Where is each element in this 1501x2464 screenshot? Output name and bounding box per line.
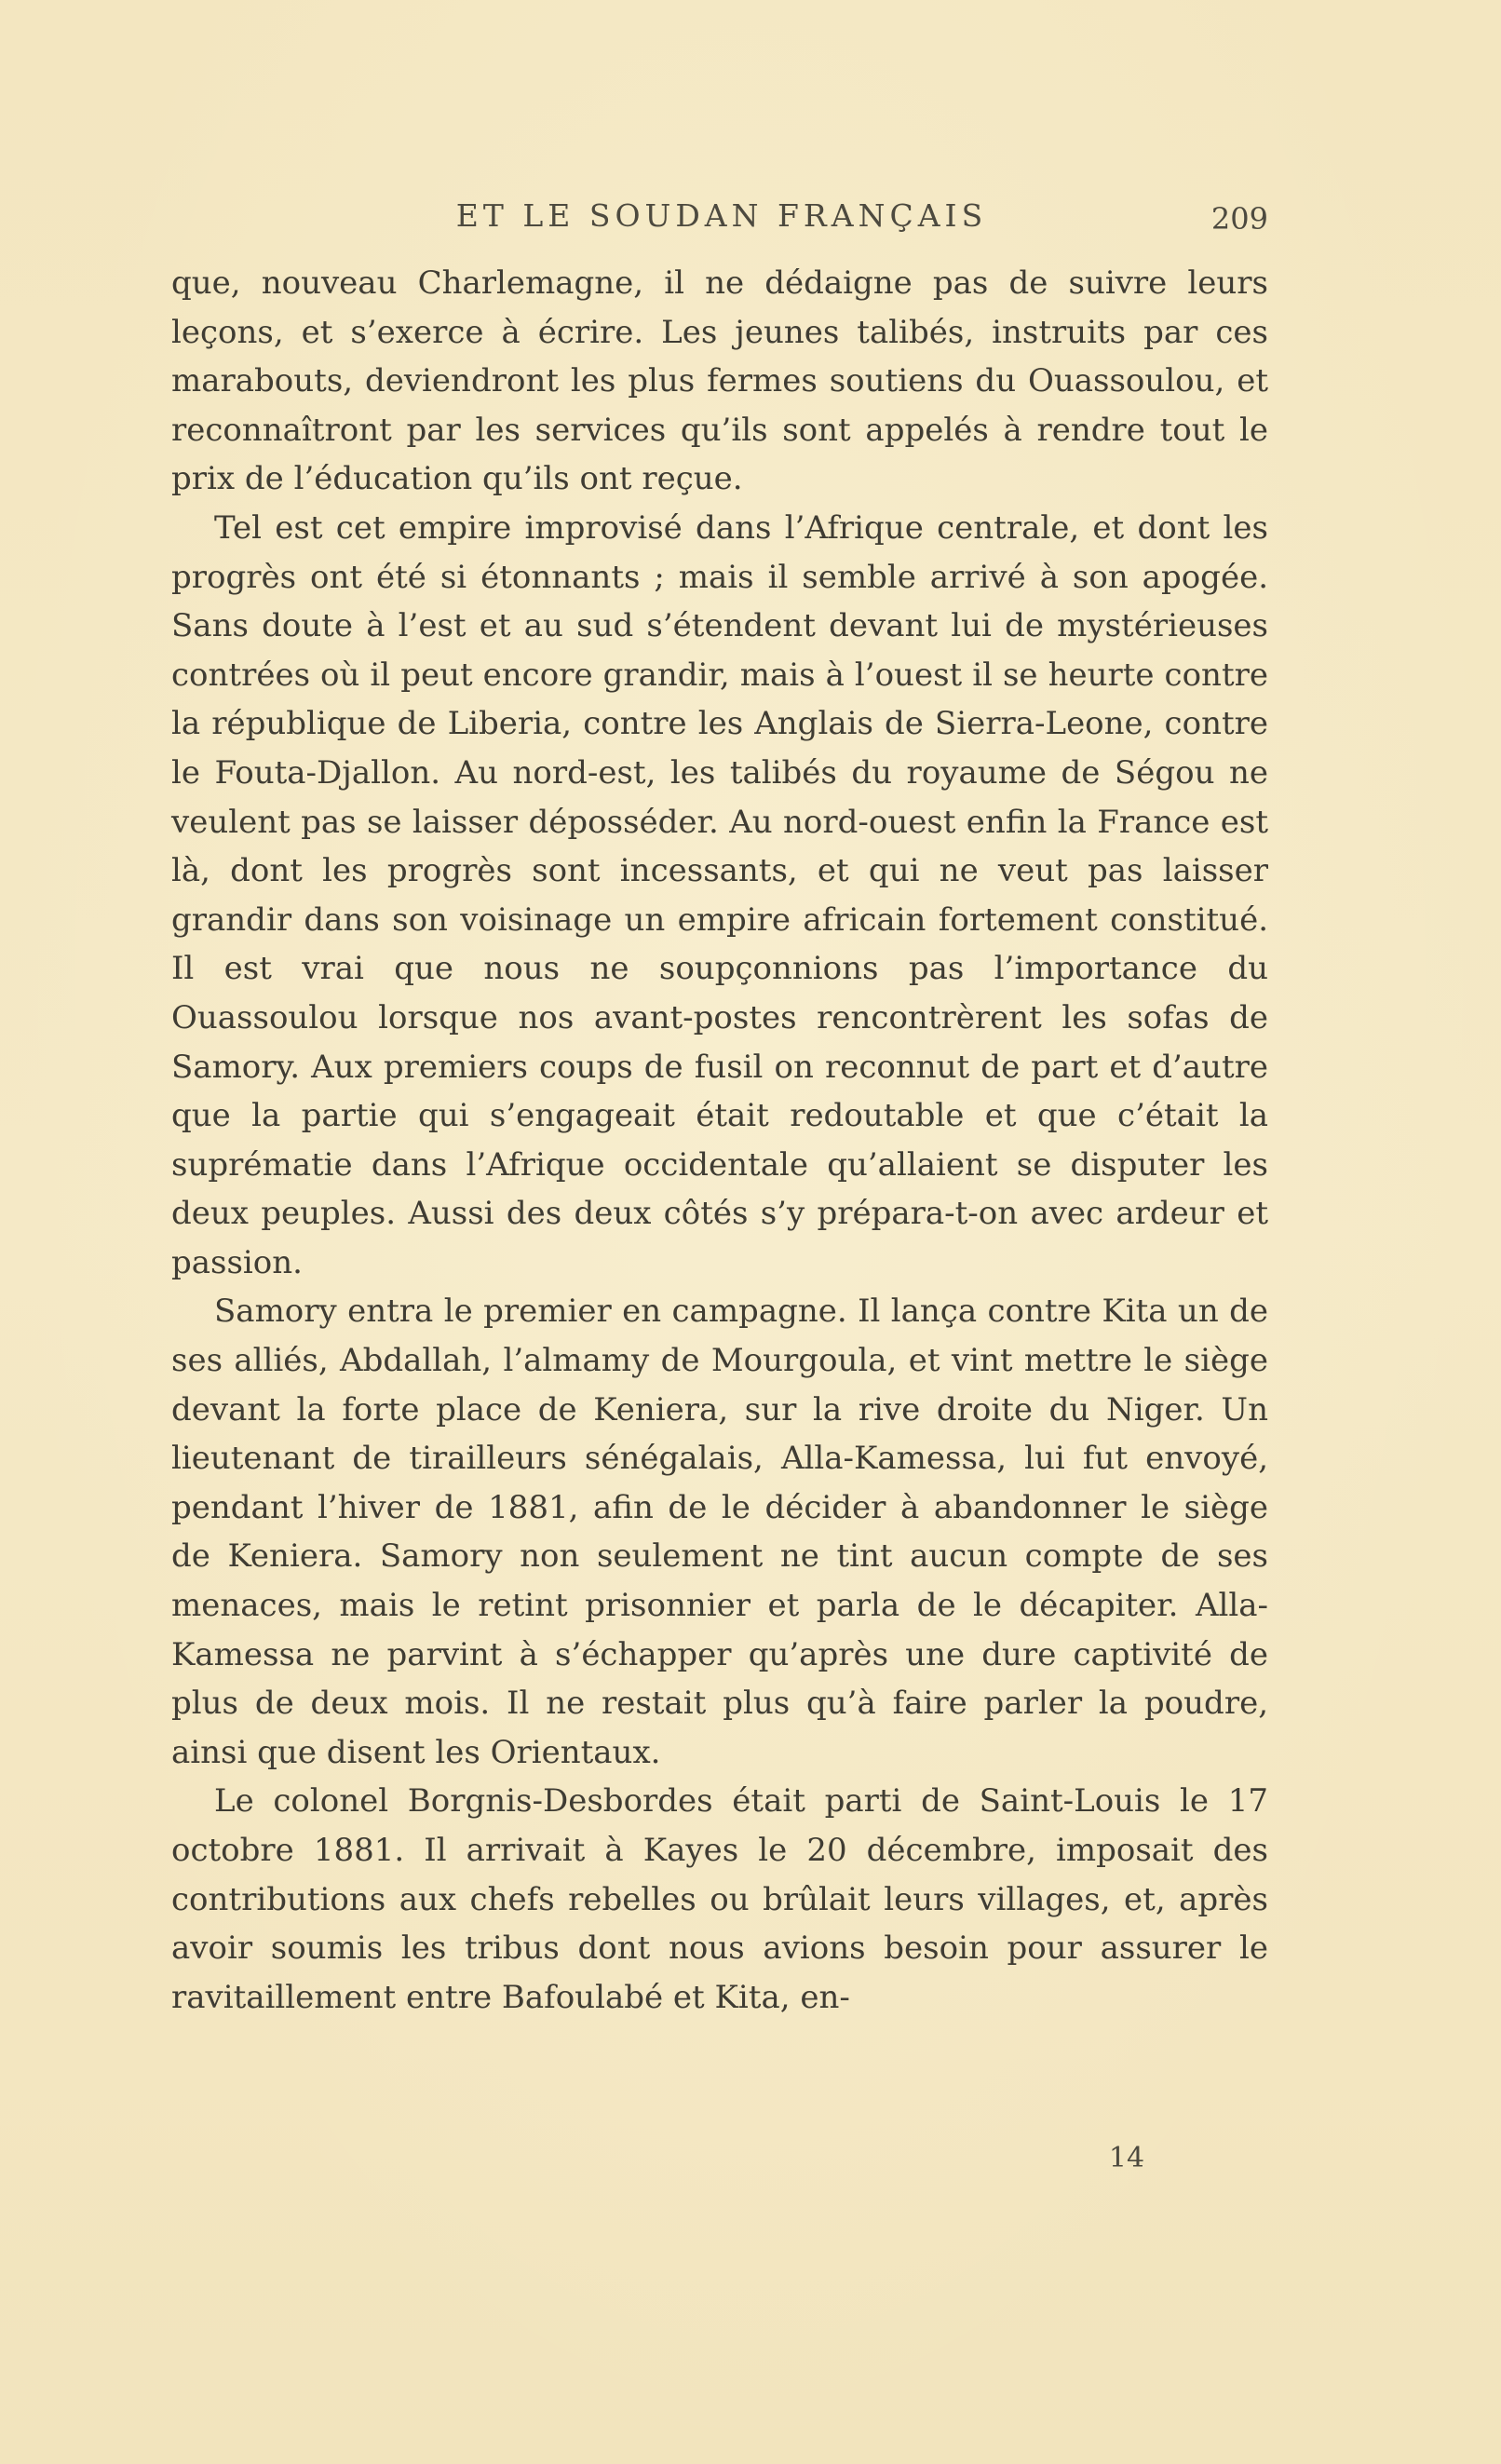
paragraph-samory-campaign: Samory entra le premier en campagne. Il lança contre Kita un de ses alliés, Abdallah, l’almamy de Mourgoula, et vint mettre le siège devant la forte place de Keniera, sur la rive droite du Niger. Un lieutenant de tirailleurs sénégalais, Alla-Kamessa, lui fut envoyé, pendant l’hiver de 1881, afin de le décider à abandonner le siège de Keniera. Samory non seulement ne tint aucun compte de ses menaces, mais le retint prisonnier et parla de le décapiter. Alla-Kamessa ne parvint à s’échapper qu’après une dure captivité de plus de deux mois. Il ne restait plus qu’à faire parler la poudre, ainsi que disent les Orientaux. — [171, 1293, 1268, 1771]
running-title: ET LE SOUDAN FRANÇAIS — [455, 197, 988, 234]
paragraph-borgnis-desbordes: Le colonel Borgnis-Desbordes était parti de Saint-Louis le 17 octobre 1881. Il arrivait à Kayes le 20 décembre, imposait des contributions aux chefs rebelles ou brûlait leurs villages, et, après avoir soumis les tribus dont nous avions besoin pour assurer le ravitaillement entre Bafoulabé et Kita, en- — [171, 1782, 1268, 2016]
signature-mark: 14 — [1108, 2142, 1145, 2174]
paragraph-empire: Tel est cet empire improvisé dans l’Afrique centrale, et dont les progrès ont été si étonnants ; mais il semble arrivé à son apogée. Sans doute à l’est et au sud s’étendent devant lui de mystérieuses contrées où il peut encore grandir, mais à l’ouest il se heurte contre la république de Liberia, contre les Anglais de Sierra-Leone, contre le Fouta-Djallon. Au nord-est, les talibés du royaume de Ségou ne veulent pas se laisser déposséder. Au nord-ouest enfin la France est là, dont les progrès sont incessants, et qui ne veut pas laisser grandir dans son voisinage un empire africain fortement constitué. Il est vrai que nous ne soupçonnions pas l’importance du Ouassoulou lorsque nos avant-postes rencontrèrent les sofas de Samory. Aux premiers coups de fusil on reconnut de part et d’autre que la partie qui s’engageait était redoutable et que c’était la suprématie dans l’Afrique occidentale qu’allaient se disputer les deux peuples. Aussi des deux côtés s’y prépara-t-on avec ardeur et passion. — [171, 508, 1268, 1281]
page-number: 209 — [1210, 201, 1268, 237]
paragraph-continuation: que, nouveau Charlemagne, il ne dédaigne pas de suivre leurs leçons, et s’exerce à écrire. Les jeunes talibés, instruits par ces marabouts, deviendront les plus fermes soutiens du Ouassoulou, et reconnaîtront par les services qu’ils sont appelés à rendre tout le prix de l’éducation qu’ils ont reçue. — [171, 264, 1268, 498]
running-head — [175, 194, 1268, 240]
body-text — [171, 259, 1268, 2022]
